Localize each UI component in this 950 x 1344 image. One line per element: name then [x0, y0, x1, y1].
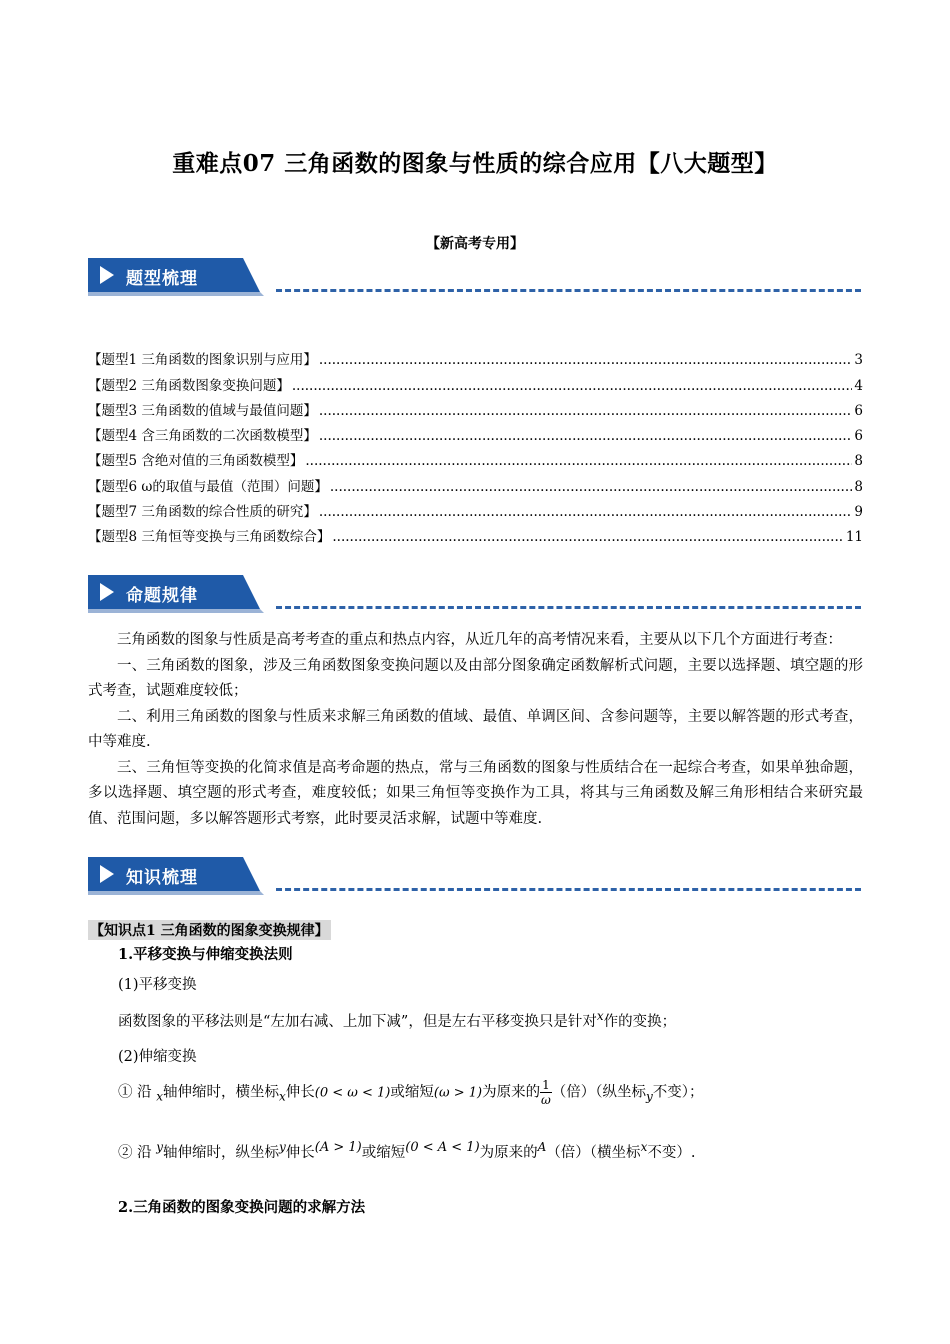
toc-entry-label: 【题型4 含三角函数的二次函数模型】 [88, 428, 317, 445]
var-x: x [640, 1140, 648, 1154]
toc-entry[interactable] [88, 419, 863, 444]
banner-label: 知识梳理 [126, 868, 198, 888]
toc-entry-label: 【题型1 三角函数的图象识别与应用】 [88, 352, 317, 369]
dashed-divider [276, 606, 861, 609]
shift-rule-text: 函数图象的平移法则是“左加右减、上加下减”，但是左右平移变换只是针对 [118, 1013, 597, 1030]
rule-text: ② 沿 [118, 1144, 152, 1161]
toc-leader [305, 453, 852, 469]
rules-paragraph: 一、三角函数的图象，涉及三角函数图象变换问题以及由部分图象确定函数解析式问题，主要以选择题、填空题的形式考查，试题难度较低； [88, 657, 863, 699]
page-title: 重难点07 三角函数的图象与性质的综合应用【八大题型】 [172, 150, 778, 177]
var-x: x [279, 1089, 286, 1104]
banner-label: 命题规律 [126, 586, 198, 606]
toc-leader [332, 529, 843, 545]
section-banner-toc [88, 258, 863, 298]
condition-a-small: (0 < A < 1) [405, 1140, 480, 1155]
var-x: x [596, 1009, 604, 1023]
fraction-one-over-omega [540, 1078, 552, 1107]
dashed-divider [276, 888, 861, 891]
scale-rule-y [118, 1140, 695, 1162]
rule-text: 不变）. [647, 1144, 696, 1161]
rule-text: 为原来的 [479, 1144, 538, 1161]
rule-text: （倍）（横坐标 [546, 1144, 641, 1161]
rule-text: 或缩短 [390, 1084, 434, 1101]
heading-transform-rules: 1.平移变换与伸缩变换法则 [118, 946, 293, 963]
toc-entry[interactable] [88, 520, 863, 545]
rules-text [88, 628, 863, 832]
toc-entry-label: 【题型2 三角函数图象变换问题】 [88, 377, 290, 394]
toc-entry-label: 【题型6 ω的取值与最值（范围）问题】 [88, 478, 328, 495]
toc-leader [319, 352, 853, 368]
fraction-denominator: ω [541, 1093, 551, 1107]
var-y: y [645, 1089, 653, 1104]
toc-entry-page: 8 [854, 453, 863, 470]
toc-leader [319, 403, 853, 419]
condition-omega-small: (0 < ω < 1) [314, 1085, 391, 1101]
rule-text: 不变）； [652, 1084, 704, 1101]
dashed-divider [276, 289, 861, 292]
page-subtitle: 【新高考专用】 [426, 236, 524, 252]
toc-entry[interactable] [88, 495, 863, 520]
toc-entry[interactable] [88, 444, 863, 469]
toc-entry-page: 4 [854, 377, 863, 394]
rule-text: 轴伸缩时，纵坐标 [163, 1144, 279, 1161]
toc-entry-page: 8 [854, 478, 863, 495]
toc-entry-page: 6 [854, 428, 863, 445]
rule-text: 伸长 [285, 1084, 315, 1101]
section-banner-knowledge [88, 857, 863, 897]
toc-leader [319, 428, 853, 444]
section-banner-rules [88, 575, 863, 615]
fraction-numerator: 1 [542, 1078, 550, 1092]
toc-entry-label: 【题型8 三角恒等变换与三角函数综合】 [88, 529, 331, 546]
banner-label: 题型梳理 [126, 269, 198, 289]
condition-a-large: (A > 1) [314, 1140, 362, 1155]
rule-text: 或缩短 [361, 1144, 406, 1161]
toc-entry-label: 【题型7 三角函数的综合性质的研究】 [88, 504, 317, 521]
toc-entry[interactable] [88, 469, 863, 494]
var-y: y [279, 1140, 286, 1154]
toc-entry-page: 6 [854, 402, 863, 419]
toc-entry-label: 【题型3 三角函数的值域与最值问题】 [88, 402, 317, 419]
rule-text: ① 沿 [118, 1084, 152, 1101]
var-x: x [156, 1089, 163, 1104]
var-y: y [156, 1140, 163, 1154]
rules-paragraph: 三角函数的图象与性质是高考考查的重点和热点内容，从近几年的高考情况来看，主要从以下几个方面进行考查： [117, 632, 842, 648]
toc-leader [330, 479, 853, 495]
rule-text: （倍）（纵坐标 [551, 1084, 646, 1101]
subheading-shift: (1)平移变换 [118, 977, 197, 993]
toc-entry-page: 11 [845, 529, 863, 546]
shift-rule-line [118, 1009, 676, 1031]
rules-paragraph: 二、利用三角函数的图象与性质来求解三角函数的值域、最值、单调区间、含参问题等，主要以解答题的形式考查，中等难度. [88, 708, 863, 750]
toc-leader [319, 504, 853, 520]
toc-entry-page: 9 [854, 504, 863, 521]
scale-rule-x [118, 1078, 704, 1107]
toc-entry-label: 【题型5 含绝对值的三角函数模型】 [88, 453, 304, 470]
rule-text: 轴伸缩时，横坐标 [163, 1084, 279, 1101]
table-of-contents [88, 343, 863, 545]
rule-text: 伸长 [285, 1144, 315, 1161]
condition-omega-large: (ω > 1) [433, 1085, 483, 1101]
toc-entry[interactable] [88, 394, 863, 419]
toc-entry[interactable] [88, 368, 863, 393]
toc-leader [292, 378, 853, 394]
subheading-scale: (2)伸缩变换 [118, 1049, 197, 1065]
knowledge-point-label: 【知识点1 三角函数的图象变换规律】 [88, 920, 331, 940]
rule-text: 为原来的 [482, 1084, 541, 1101]
toc-entry[interactable] [88, 343, 863, 368]
toc-entry-page: 3 [854, 352, 863, 369]
shift-rule-text-end: 作的变换； [603, 1013, 677, 1030]
rules-paragraph: 三、三角恒等变换的化简求值是高考命题的热点，常与三角函数的图象与性质结合在一起综合考查，如果单独命题，多以选择题、填空题的形式考查，难度较低；如果三角恒等变换作为工具，将其与三角函数及解三角形相结合来研究最值、范围问题，多以解答题形式考察，此时要灵活求解，试题中等难度. [88, 759, 863, 827]
var-a: A [537, 1140, 547, 1154]
heading-solving-method: 2.三角函数的图象变换问题的求解方法 [118, 1199, 366, 1216]
